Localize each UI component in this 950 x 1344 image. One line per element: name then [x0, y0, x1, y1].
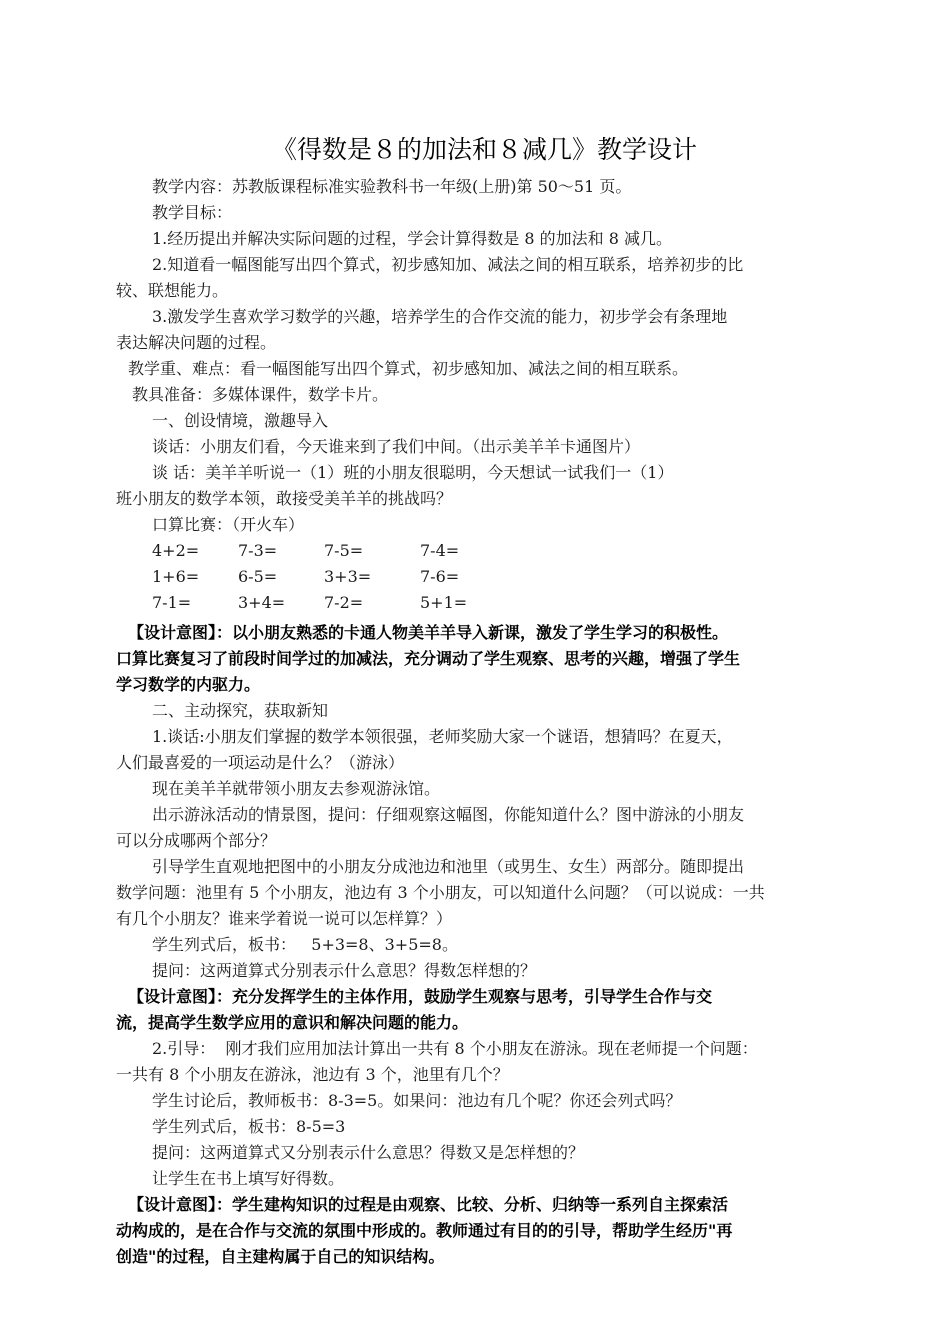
text-line: 有几个小朋友？谁来学着说一说可以怎样算？） [116, 909, 453, 928]
text-line: 谈 话：美羊羊听说一（1）班的小朋友很聪明，今天想试一试我们一（1） [152, 463, 674, 482]
text-line: 出示游泳活动的情景图，提问：仔细观察这幅图，你能知道什么？图中游泳的小朋友 [152, 805, 745, 824]
drill-item: 7-3= [238, 541, 278, 560]
section-heading: 一、创设情境，激趣导入 [152, 411, 329, 430]
text-line: 2.知道看一幅图能写出四个算式，初步感知加、减法之间的相互联系，培养初步的比 [152, 255, 744, 274]
drill-item: 5+1= [420, 593, 468, 612]
text-line: 数学问题：池里有 5 个小朋友，池边有 3 个小朋友，可以知道什么问题？（可以说成：一共 [116, 883, 765, 902]
text-line: 1.谈话:小朋友们掌握的数学本领很强，老师奖励大家一个谜语，想猜吗？在夏天， [152, 727, 733, 746]
design-intent-note: 【设计意图】：充分发挥学生的主体作用，鼓励学生观察与思考，引导学生合作与交 [128, 987, 713, 1006]
text-line: 引导学生直观地把图中的小朋友分成池边和池里（或男生、女生）两部分。随即提出 [152, 857, 745, 876]
design-intent-note: 流，提高学生数学应用的意识和解决问题的能力。 [116, 1013, 469, 1032]
text-line: 让学生在书上填写好得数。 [152, 1169, 345, 1188]
text-line: 3.激发学生喜欢学习数学的兴趣，培养学生的合作交流的能力，初步学会有条理地 [152, 307, 728, 326]
drill-item: 3+3= [324, 567, 372, 586]
text-line: 学生讨论后，教师板书：8-3=5。如果问：池边有几个呢？你还会列式吗？ [152, 1091, 682, 1110]
drill-item: 4+2= [152, 541, 200, 560]
section-heading: 二、主动探究，获取新知 [152, 701, 329, 720]
drill-item: 1+6= [152, 567, 200, 586]
text-line: 学生列式后，板书：8-5=3 [152, 1117, 346, 1136]
design-intent-note: 学习数学的内驱力。 [116, 675, 261, 694]
text-line: 较、联想能力。 [116, 281, 229, 300]
text-line: 教学内容：苏教版课程标准实验教科书一年级(上册)第 50～51 页。 [152, 177, 632, 196]
drill-item: 7-5= [324, 541, 364, 560]
text-line: 教学重、难点：看一幅图能写出四个算式，初步感知加、减法之间的相互联系。 [128, 359, 689, 378]
design-intent-note: 【设计意图】：以小朋友熟悉的卡通人物美羊羊导入新课，激发了学生学习的积极性。 [128, 623, 729, 642]
text-line: 谈话：小朋友们看，今天谁来到了我们中间。（出示美羊羊卡通图片） [152, 437, 641, 456]
drill-item: 7-2= [324, 593, 364, 612]
text-line: 可以分成哪两个部分？ [116, 831, 277, 850]
document-title: 《得数是８的加法和８减几》教学设计 [272, 135, 698, 164]
design-intent-note: 动构成的，是在合作与交流的氛围中形成的。教师通过有目的的引导，帮助学生经历"再 [116, 1221, 733, 1240]
text-line: 提问：这两道算式又分别表示什么意思？得数又是怎样想的？ [152, 1143, 585, 1162]
design-intent-note: 口算比赛复习了前段时间学过的加减法，充分调动了学生观察、思考的兴趣，增强了学生 [116, 649, 741, 668]
text-line: 1.经历提出并解决实际问题的过程，学会计算得数是 8 的加法和 8 减几。 [152, 229, 672, 248]
text-line: 学生列式后，板书： 5+3=8、3+5=8。 [152, 935, 458, 954]
drill-item: 3+4= [238, 593, 286, 612]
drill-item: 7-4= [420, 541, 460, 560]
text-line: 班小朋友的数学本领，敢接受美羊羊的挑战吗？ [116, 489, 453, 508]
text-line: 2.引导： 刚才我们应用加法计算出一共有 8 个小朋友在游泳。现在老师提一个问题： [152, 1039, 758, 1058]
text-line: 人们最喜爱的一项运动是什么？（游泳） [116, 753, 405, 772]
design-intent-note: 创造"的过程，自主建构属于自己的知识结构。 [116, 1247, 445, 1266]
text-line: 现在美羊羊就带领小朋友去参观游泳馆。 [152, 779, 441, 798]
drill-item: 7-1= [152, 593, 192, 612]
text-line: 一共有 8 个小朋友在游泳，池边有 3 个，池里有几个？ [116, 1065, 509, 1084]
text-line: 提问：这两道算式分别表示什么意思？得数怎样想的？ [152, 961, 537, 980]
text-line: 口算比赛：（开火车） [152, 515, 305, 534]
design-intent-note: 【设计意图】：学生建构知识的过程是由观察、比较、分析、归纳等一系列自主探索活 [128, 1195, 729, 1214]
text-line: 教学目标： [152, 203, 233, 222]
text-line: 表达解决问题的过程。 [116, 333, 277, 352]
text-line: 教具准备：多媒体课件，数学卡片。 [132, 385, 389, 404]
drill-item: 6-5= [238, 567, 278, 586]
drill-item: 7-6= [420, 567, 460, 586]
